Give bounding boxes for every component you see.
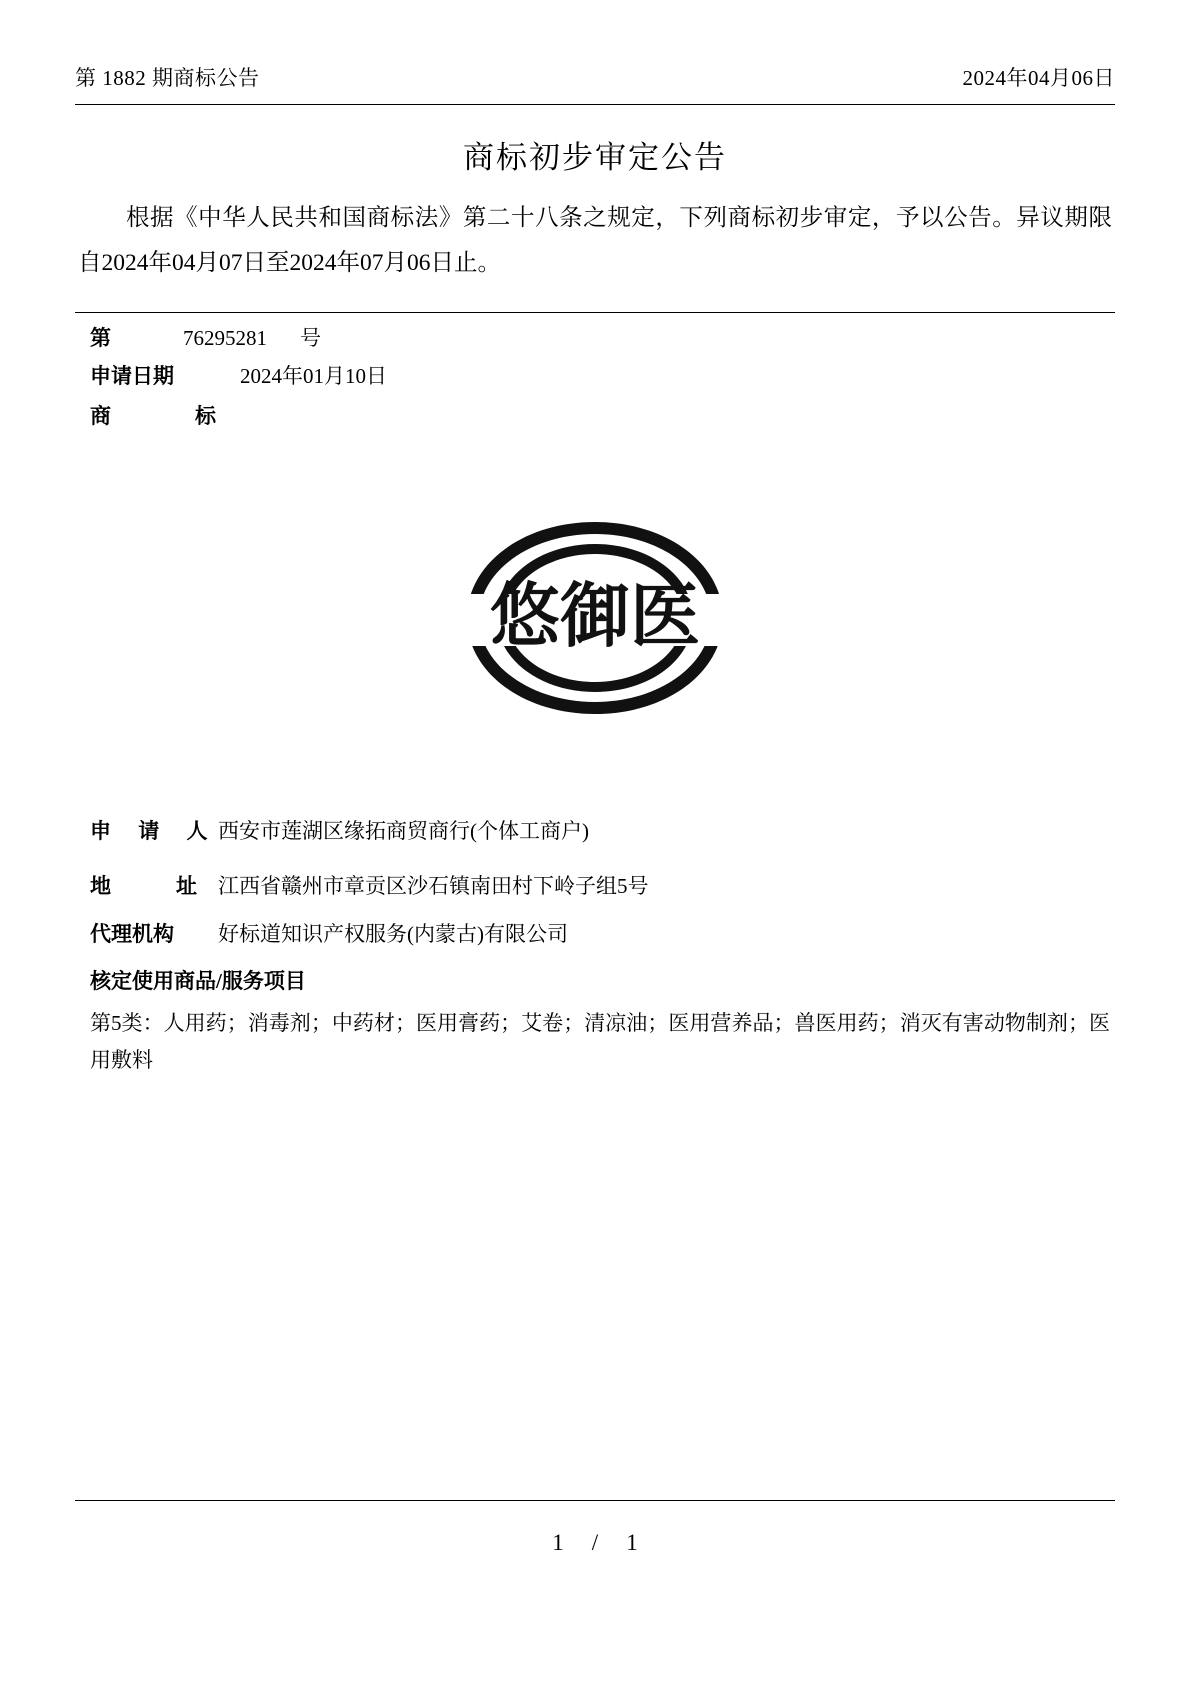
- application-date-label: 申请日期: [90, 364, 174, 388]
- address-label: 地 址: [90, 874, 219, 898]
- page-footer: [0, 1530, 1190, 1556]
- page-title: 商标初步审定公告: [463, 140, 727, 175]
- application-date-row: [90, 360, 387, 390]
- agency-label: 代理机构: [90, 922, 174, 946]
- trademark-label: 商 标: [90, 404, 230, 428]
- agency-row: [90, 918, 568, 948]
- application-date-value: 2024年01月10日: [240, 364, 387, 388]
- publication-date: 2024年04月06日: [962, 66, 1115, 90]
- page-separator: /: [591, 1530, 599, 1555]
- trademark-label-row: [90, 400, 240, 430]
- intro-divider: [75, 312, 1115, 313]
- applicant-value: 西安市莲湖区缘拓商贸商行(个体工商户): [218, 819, 589, 843]
- header-divider: [75, 104, 1115, 105]
- applicant-row: [90, 815, 589, 845]
- trademark-logo-icon: [445, 508, 745, 728]
- goods-list: 第5类：人用药；消毒剂；中药材；医用膏药；艾卷；清凉油；医用营养品；兽医用药；消灭有害动物制剂；医用敷料: [90, 1011, 1110, 1072]
- address-value: 江西省赣州市章贡区沙石镇南田村下岭子组5号: [218, 874, 649, 898]
- registration-number-value: 76295281: [183, 326, 267, 350]
- issue-label: 第 1882 期商标公告: [75, 66, 260, 90]
- goods-heading: 核定使用商品/服务项目: [90, 969, 306, 993]
- address-row: [90, 870, 649, 900]
- registration-number-label: 第: [90, 326, 111, 350]
- current-page-number: 1: [552, 1530, 564, 1555]
- registration-number-suffix: 号: [300, 326, 321, 350]
- page-header: [75, 62, 1115, 92]
- total-page-number: 1: [626, 1530, 638, 1555]
- trademark-text: 悠御医: [490, 575, 700, 657]
- intro-paragraph: 根据《中华人民共和国商标法》第二十八条之规定，下列商标初步审定，予以公告。异议期限自2024年04月07日至2024年07月06日止。: [78, 205, 1112, 276]
- agency-value: 好标道知识产权服务(内蒙古)有限公司: [218, 922, 568, 946]
- footer-divider: [75, 1500, 1115, 1501]
- trademark-image: [0, 468, 1190, 768]
- registration-number-row: [90, 322, 321, 352]
- applicant-label: 申 请 人: [90, 819, 219, 843]
